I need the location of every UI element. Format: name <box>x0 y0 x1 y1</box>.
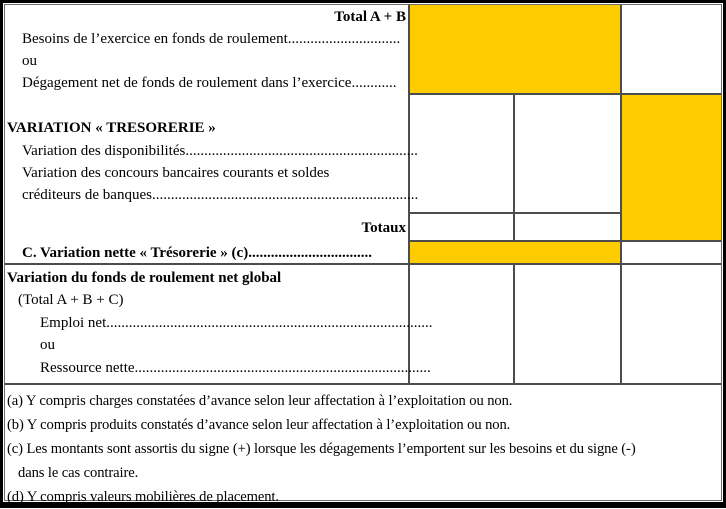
row-ou2-label: ou <box>40 337 55 353</box>
footnote-c: (c) Les montants sont assortis du signe (+) lorsque les dégagements l’emportent sur les besoins et du signe (-) <box>7 441 636 457</box>
row-ou-label: ou <box>22 53 37 69</box>
total-a-b-header: Total A + B <box>334 9 406 25</box>
footnote-d: (d) Y compris valeurs mobilières de placement. <box>7 489 279 505</box>
totaux-label: Totaux <box>361 220 406 236</box>
cell-net-treasury-highlight <box>408 240 620 263</box>
row-emploi-label: Emploi net....................................................................................... <box>40 315 433 331</box>
working-capital-subtitle: (Total A + B + C) <box>18 292 124 308</box>
cell-treasury-col3-highlight <box>620 93 721 240</box>
footnote-b: (b) Y compris produits constatés d’avance selon leur affectation à l’exploitation ou non. <box>7 417 511 433</box>
row-ressource-label: Ressource nette............................................................................... <box>40 360 431 376</box>
gridline-h-above-totaux <box>408 212 620 214</box>
footnote-c-continued: dans le cas contraire. <box>18 465 139 481</box>
row-besoins-label: Besoins de l’exercice en fonds de roulement.............................. <box>22 31 401 47</box>
gridline-v-col1-col2-lower <box>513 263 515 383</box>
treasury-section-title: VARIATION « TRESORERIE » <box>7 120 216 136</box>
footnote-a: (a) Y compris charges constatées d’avance selon leur affectation à l’exploitation ou non. <box>7 393 513 409</box>
row-crediteurs-label: créditeurs de banques....................................................................... <box>22 187 419 203</box>
cell-total-ab-highlight <box>408 5 620 93</box>
gridline-h-above-net-treasury <box>408 240 721 242</box>
gridline-v-col1-col2-upper <box>513 93 515 240</box>
row-disponibilites-label: Variation des disponibilités.............................................................. <box>22 143 418 159</box>
row-concours-label: Variation des concours bancaires courants et soldes <box>22 165 330 181</box>
table-inner-frame <box>4 4 722 505</box>
working-capital-title: Variation du fonds de roulement net global <box>7 270 282 286</box>
net-treasury-variation-label: C. Variation nette « Trésorerie » (c)................................. <box>22 245 372 261</box>
gridline-h-below-total-ab <box>408 93 721 95</box>
gridline-v-col2-col3 <box>620 5 622 383</box>
row-degagement-label: Dégagement net de fonds de roulement dans l’exercice............ <box>22 75 397 91</box>
gridline-h-above-footnotes <box>5 383 721 385</box>
